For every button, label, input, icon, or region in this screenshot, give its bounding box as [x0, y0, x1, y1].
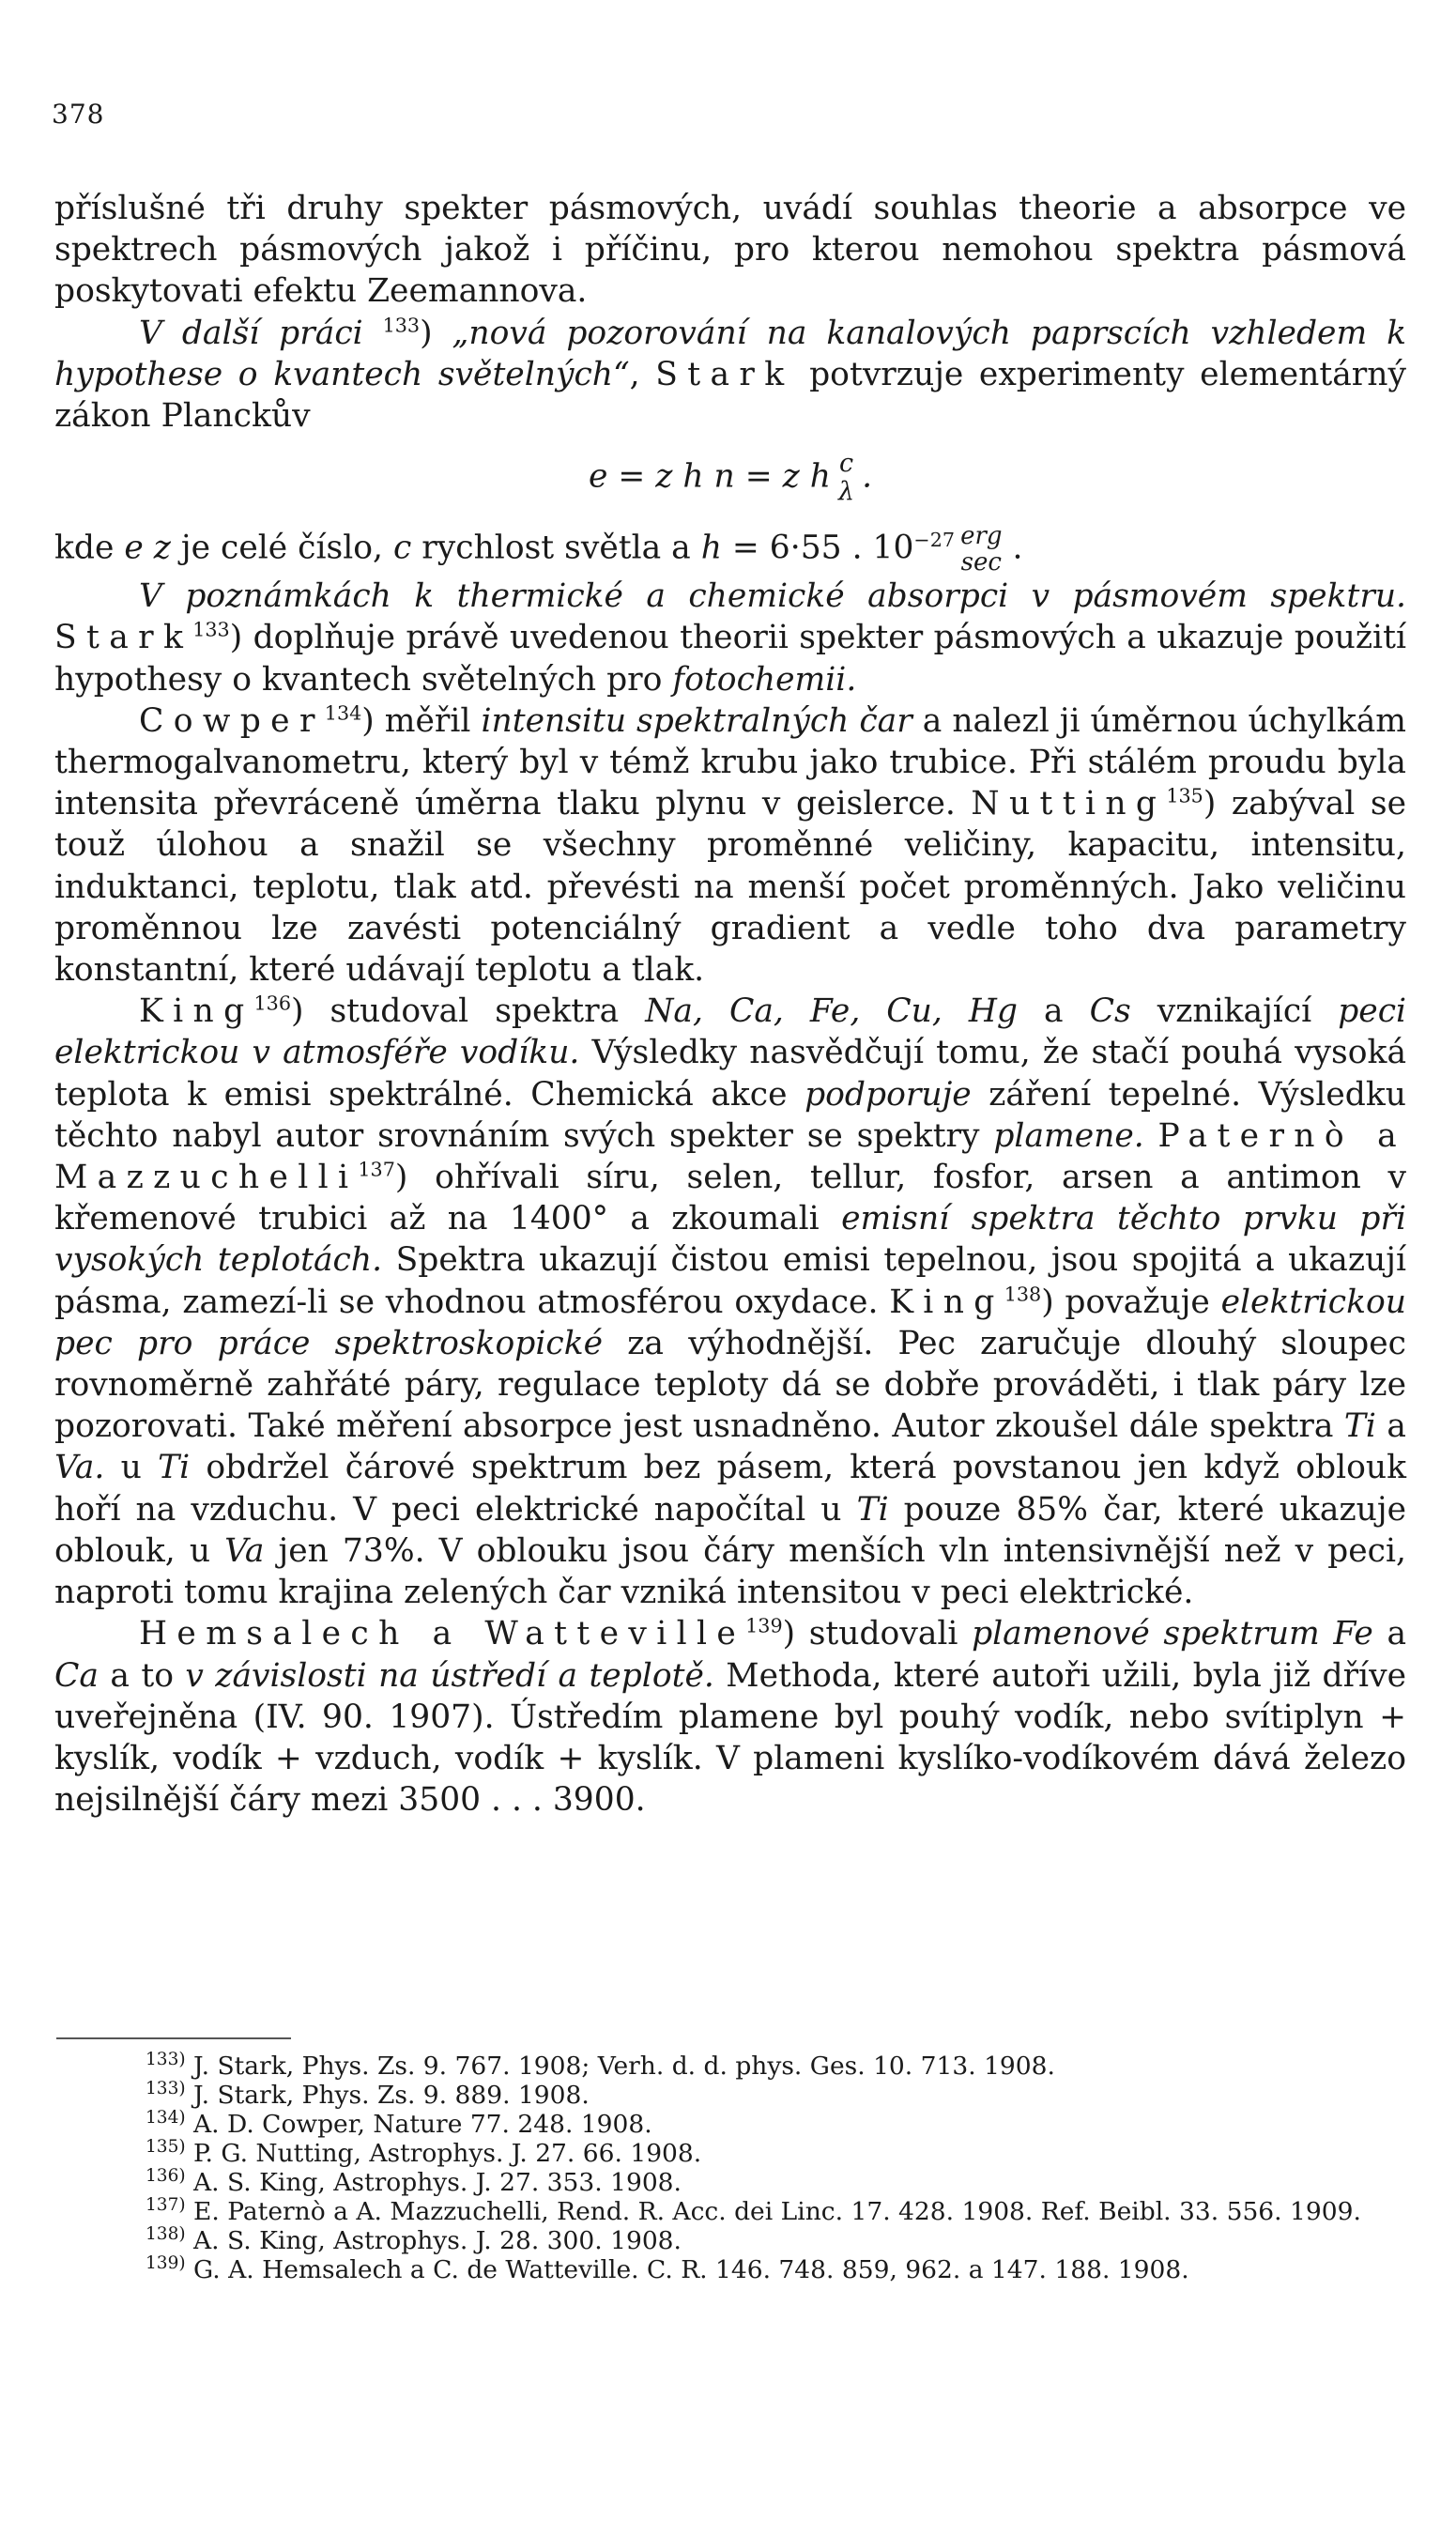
- paragraph: kde e z je celé číslo, c rychlost světla a h = 6·55 . $10^{-27}$ erg sec .: [54, 522, 1023, 577]
- element-symbol: Va.: [54, 1449, 105, 1487]
- author-name: Stark: [54, 619, 193, 657]
- footnote: [56, 2081, 1399, 2110]
- italic-phrase: plamene.: [993, 1116, 1144, 1155]
- paragraph-text: potvrzuje experimenty elementárný zákon Planckův: [54, 355, 1407, 436]
- italic-phrase: plamenové spektrum: [972, 1615, 1320, 1653]
- footnote: [56, 2226, 1399, 2255]
- paragraph-text: doplňuje právě uvedenou theorii spekter pásmových a ukazuje použití hypothesy o kvantech světelných pro: [54, 619, 1406, 699]
- italic-phrase: elektrickou pec pro práce spektroskopické: [54, 1283, 1406, 1362]
- footnotes: [56, 2052, 1399, 2284]
- unit-numerator: erg: [960, 522, 1003, 551]
- unit-denominator: sec: [960, 548, 1002, 577]
- italic-phrase: intensitu spektralných čar: [481, 701, 912, 740]
- footnote: [56, 2052, 1399, 2081]
- footnote-text: E. Paternò a A. Mazzuchelli, Rend. R. Acc. dei Linc. 17. 428. 1908. Ref. Beibl. 33. 556. 1909.: [193, 2197, 1361, 2226]
- body-text: [54, 188, 1406, 1821]
- paragraph: V poznámkách k thermické a chemické absorpci v pásmovém spektru. Stark$^{133}$) doplňuje právě uvedenou theorii spekter pásmových a ukazuje použití hypothesy o kvantech světelných pro fotochemii.: [54, 577, 1406, 699]
- author-name: King: [139, 992, 254, 1031]
- footnote-ref: 135: [1166, 784, 1203, 807]
- paragraph-text: Výsledky nasvědčují tomu, že stačí pouhá vysoká teplota k emisi spektrálné. Chemická akce: [54, 1034, 1407, 1114]
- paragraph: Hemsalech a Watteville$^{139}$) studovali plamenové spektrum Fe a Ca a to v závislosti na ústředí a teplotě. Methoda, které autoři užili, byla již dříve uveřejněna (IV. 90. 1907). Ústředím plamene byl pouhý vodík, nebo svítiplyn + kyslík, vodík + vzduch, vodík + kyslík. V plameni kyslíko-vodíkovém dává železo nejsilnější čáry mezi 3500 . . . 3900.: [54, 1614, 1407, 1820]
- footnote-text: P. G. Nutting, Astrophys. J. 27. 66. 1908.: [193, 2139, 702, 2168]
- footnote-mark: 136): [146, 2166, 186, 2187]
- footnote-text: A. S. King, Astrophys. J. 27. 353. 1908.: [193, 2168, 682, 2197]
- footnote-text: J. Stark, Phys. Zs. 9. 767. 1908; Verh. d. d. phys. Ges. 10. 713. 1908.: [193, 2052, 1055, 2081]
- paragraph-text: u: [120, 1449, 142, 1487]
- element-symbol: Ti: [1343, 1407, 1376, 1446]
- author-name: Nutting: [971, 785, 1167, 823]
- italic-phrase: V další práci: [139, 314, 363, 352]
- author-name: King: [889, 1283, 1004, 1321]
- footnote: [56, 2197, 1399, 2226]
- footnote-text: G. A. Hemsalech a C. de Watteville. C. R. 146. 748. 859, 962. a 147. 188. 1908.: [193, 2255, 1189, 2284]
- footnote-ref: 133: [192, 618, 230, 641]
- paragraph-text: je celé číslo,: [180, 529, 383, 567]
- paragraph-text: zabýval se touž úlohou a snažil se všechny proměnné veličiny, kapacitu, intensitu, induktanci, teplotu, tlak atd. převésti na menší počet proměnných. Jako veličinu proměnnou lze zavésti potenciálný gradient a vedle toho dva parametry konstantní, které udávají teplotu a tlak.: [54, 785, 1406, 990]
- italic-phrase: fotochemii.: [672, 660, 857, 699]
- footnote-divider: [56, 2037, 291, 2039]
- element-symbol: Va: [224, 1531, 265, 1570]
- footnote-mark: 134): [146, 2108, 186, 2129]
- footnote-text: J. Stark, Phys. Zs. 9. 889. 1908.: [193, 2081, 590, 2110]
- footnote-mark: 138): [146, 2224, 186, 2245]
- footnote-ref: 139: [745, 1614, 783, 1637]
- paragraph-text: jen 73%. V oblouku jsou čáry menších vln intensivnější než v peci, naproti tomu krajina zelených čar vzniká intensitou v peci elektrické.: [54, 1531, 1407, 1612]
- equation-numerator: c: [838, 449, 854, 479]
- footnote: [56, 2110, 1399, 2139]
- italic-phrase: v závislosti na ústředí a teplotě.: [185, 1656, 714, 1695]
- author-name: Hemsalech a Watteville: [139, 1615, 746, 1653]
- paragraph-text: a: [1387, 1615, 1407, 1653]
- paragraph-text: za výhodnější. Pec zaručuje dlouhý sloupec rovnoměrně zahřáté páry, regulace teploty dá se dobře prováděti, i tlak páry lze pozorovati. Také měření absorpce jest usnadněno. Autor zkoušel dále spektra: [54, 1324, 1406, 1446]
- footnote-ref: 136: [253, 991, 292, 1015]
- footnote: [56, 2139, 1399, 2168]
- paragraph-text: Methoda, které autoři užili, byla již dříve uveřejněna (IV. 90. 1907). Ústředím plamene byl pouhý vodík, nebo svítiplyn + kyslík, vodík + vzduch, vodík + kyslík. V plameni kyslíko-vodíkovém dává železo nejsilnější čáry mezi 3500 . . . 3900.: [54, 1656, 1406, 1820]
- element-symbol: Ti: [158, 1449, 191, 1487]
- paragraph-text: studovali: [808, 1615, 958, 1653]
- paragraph-text: a: [1044, 992, 1064, 1031]
- element-symbol: Cs: [1089, 992, 1131, 1031]
- paragraph-text: rychlost světla a: [421, 529, 691, 567]
- footnote-mark: 137): [146, 2195, 186, 2216]
- paragraph: Cowper$^{134}$) měřil intensitu spektralných čar a nalezl ji úměrnou úchylkám thermogalvanometru, který byl v témž krubu jako trubice. Při stálém proudu byla intensita převráceně úměrna tlaku plynu v geislerce. Nutting$^{135}$) zabýval se touž úlohou a snažil se všechny proměnné veličiny, kapacitu, intensitu, induktanci, teplotu, tlak atd. převésti na menší počet proměnných. Jako veličinu proměnnou lze zavésti potenciálný gradient a vedle toho dva parametry konstantní, které udávají teplotu a tlak.: [54, 701, 1407, 990]
- equation-end: .: [862, 457, 873, 496]
- equation: [54, 450, 1406, 506]
- italic-phrase: podporuje: [805, 1075, 972, 1114]
- exponent: −27: [913, 529, 956, 552]
- footnote-text: A. S. King, Astrophys. J. 28. 300. 1908.: [193, 2226, 682, 2255]
- paragraph-text: měřil: [384, 701, 471, 740]
- footnote-mark: 133): [146, 2079, 186, 2099]
- equation-denominator: λ: [837, 477, 855, 507]
- footnote-mark: 135): [146, 2137, 186, 2158]
- author-name: Cowper: [139, 701, 325, 740]
- footnote-ref: 134: [324, 701, 362, 725]
- author-name: Stark: [655, 355, 794, 393]
- equation-fraction: [838, 450, 854, 506]
- element-symbol: Fe: [1333, 1615, 1373, 1653]
- italic-title: „nová pozorování na kanalových paprscích vzhledem k hypothese o kvantech světelných“: [54, 314, 1406, 393]
- footnote-ref: 137: [358, 1158, 395, 1181]
- unit-fraction: [960, 523, 1002, 576]
- element-symbol: Ti: [856, 1490, 889, 1529]
- paragraph-text: studoval spektra: [330, 992, 620, 1031]
- footnote-ref: 138: [1004, 1283, 1042, 1306]
- author-name: Paternò a Mazzuchelli: [54, 1116, 1407, 1197]
- paragraph: V další práci $^{133}$) „nová pozorování na kanalových paprscích vzhledem k hypothese o kvantech světelných“, Stark potvrzuje experimenty elementárný zákon Planckův: [54, 314, 1407, 436]
- footnote-mark: 139): [146, 2253, 186, 2274]
- paragraph-text: vznikající: [1157, 992, 1312, 1031]
- paragraph-text: a to: [110, 1656, 174, 1695]
- paragraph-text: a: [1387, 1407, 1406, 1446]
- page-number: 378: [52, 99, 105, 130]
- paragraph: [54, 188, 1406, 313]
- paragraph-text: ohřívali síru, selen, tellur, fosfor, arsen a antimon v křemenové trubici až na 1400° a zkoumali: [54, 1159, 1407, 1238]
- footnote-mark: 133): [146, 2050, 186, 2070]
- italic-phrase: emisní spektra těchto prvku při vysokých teplotách.: [54, 1200, 1406, 1280]
- footnote-text: A. D. Cowper, Nature 77. 248. 1908.: [193, 2110, 652, 2139]
- paragraph-text: považuje: [1065, 1283, 1210, 1321]
- constant-value: = 6·55 . 10: [731, 529, 914, 567]
- paragraph-text: záření tepelné. Výsledku těchto nabyl autor srovnáním svých spekter se spektry: [54, 1075, 1406, 1155]
- paragraph-text: Spektra ukazují čistou emisi tepelnou, jsou spojitá a ukazují pásma, zamezí-li se vhodnou atmosférou oxydace.: [54, 1241, 1406, 1321]
- paragraph-text: příslušné tři druhy spekter pásmových, uvádí souhlas theorie a absorpce ve spektrech pásmových jakož i příčinu, pro kterou nemohou spektra pásmová poskytovati efektu Zeemannova.: [54, 190, 1406, 311]
- footnote: [56, 2168, 1399, 2197]
- footnote-ref: 133: [382, 314, 421, 337]
- paragraph-text: kde: [54, 529, 115, 567]
- paragraph-text: pouze 85% čar, které ukazuje oblouk, u: [54, 1490, 1407, 1570]
- footnote: [56, 2255, 1399, 2284]
- paragraph: King$^{136}$) studoval spektra Na, Ca, Fe, Cu, Hg a Cs vznikající peci elektrickou v atmosféře vodíku. Výsledky nasvědčují tomu, že stačí pouhá vysoká teplota k emisi spektrálné. Chemická akce podporuje záření tepelné. Výsledku těchto nabyl autor srovnáním svých spekter se spektry plamene. Paternò a Mazzuchelli$^{137}$) ohřívali síru, selen, tellur, fosfor, arsen a antimon v křemenové trubici až na 1400° a zkoumali emisní spektra těchto prvku při vysokých teplotách. Spektra ukazují čistou emisi tepelnou, jsou spojitá a ukazují pásma, zamezí-li se vhodnou atmosférou oxydace. King$^{138}$) považuje elektrickou pec pro práce spektroskopické za výhodnější. Pec zaručuje dlouhý sloupec rovnoměrně zahřáté páry, regulace teploty dá se dobře prováděti, i tlak páry lze pozorovati. Také měření absorpce jest usnadněno. Autor zkoušel dále spektra Ti a Va. u Ti obdržel čárové spektrum bez pásem, která povstanou jen když oblouk hoří na vzduchu. V peci elektrické napočítal u Ti pouze 85% čar, které ukazuje oblouk, u Va jen 73%. V oblouku jsou čáry menších vln intensivnější než v peci, naproti tomu krajina zelených čar vzniká intensitou v peci elektrické.: [54, 991, 1407, 1612]
- italic-phrase: peci elektrickou v atmosféře vodíku.: [54, 992, 1407, 1072]
- element-symbols: Na, Ca, Fe, Cu, Hg: [645, 992, 1019, 1031]
- paragraph-text: a nalezl ji úměrnou úchylkám thermogalvanometru, který byl v témž krubu jako trubice. Při stálém proudu byla intensita převráceně úměrna tlaku plynu v geislerce.: [54, 701, 1407, 823]
- equation-lhs: e = z h n = z h: [588, 457, 831, 496]
- italic-heading: V poznámkách k thermické a chemické absorpci v pásmovém spektru.: [139, 577, 1406, 616]
- element-symbol: Ca: [54, 1656, 99, 1695]
- paragraph-text: obdržel čárové spektrum bez pásem, která povstanou jen když oblouk hoří na vzduchu. V peci elektrické napočítal u: [54, 1449, 1407, 1529]
